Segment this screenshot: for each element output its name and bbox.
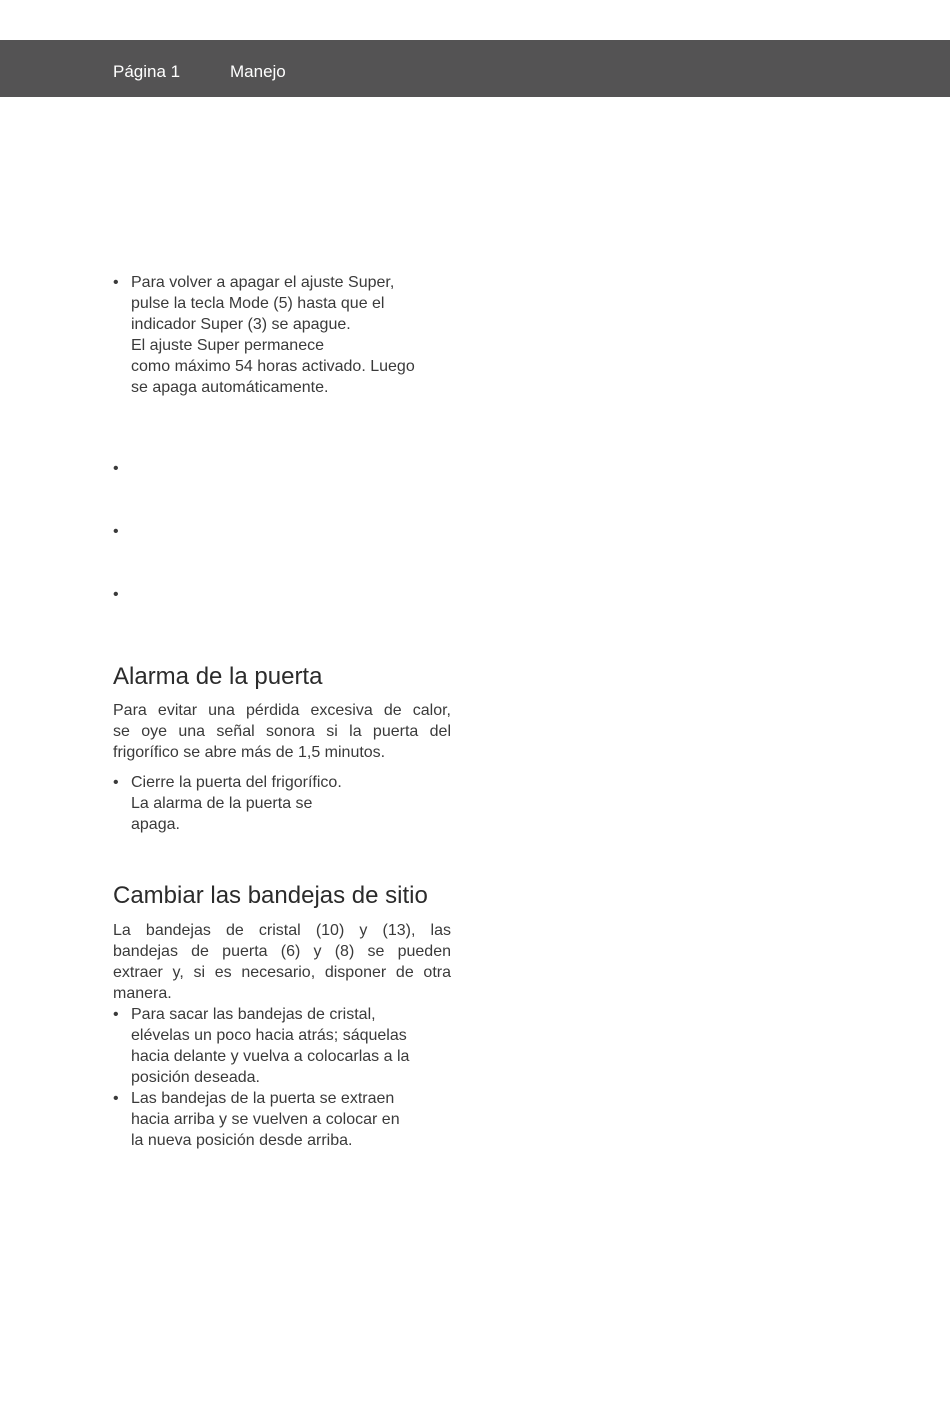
text-line: apaga. bbox=[131, 816, 180, 833]
text-line: Para sacar las bandejas de cristal, bbox=[131, 1006, 376, 1023]
text-line: como máximo 54 horas activado. Luego bbox=[131, 358, 415, 375]
bullet-icon: • bbox=[113, 1006, 119, 1023]
text-line: La bandejas de cristal (10) y (13), las bbox=[113, 922, 451, 939]
super-setting-section bbox=[113, 272, 451, 398]
text-line: La alarma de la puerta se bbox=[131, 795, 313, 812]
list-item bbox=[113, 272, 451, 398]
text-line: hacia delante y vuelva a colocarlas a la bbox=[131, 1048, 410, 1065]
text-line: frigorífico se abre más de 1,5 minutos. bbox=[113, 744, 386, 761]
shelves-paragraph bbox=[113, 920, 451, 1004]
text-line: Cierre la puerta del frigorífico. bbox=[131, 774, 342, 791]
door-alarm-paragraph bbox=[113, 700, 451, 763]
text-line: indicador Super (3) se apague. bbox=[131, 316, 351, 333]
bullet-icon: • bbox=[113, 274, 119, 291]
text-line: extraer y, si es necesario, disponer de otra bbox=[113, 964, 451, 981]
text-line: posición deseada. bbox=[131, 1069, 260, 1086]
empty-bullet bbox=[113, 521, 451, 542]
bullet-icon: • bbox=[113, 1090, 119, 1107]
text-line: pulse la tecla Mode (5) hasta que el bbox=[131, 295, 385, 312]
list-item bbox=[113, 1004, 451, 1088]
empty-bullet bbox=[113, 584, 451, 605]
text-line: Para evitar una pérdida excesiva de calor, bbox=[113, 702, 451, 719]
text-line: elévelas un poco hacia atrás; sáquelas bbox=[131, 1027, 407, 1044]
text-line: se oye una señal sonora si la puerta del bbox=[113, 723, 451, 740]
section-heading: Alarma de la puerta bbox=[113, 663, 323, 690]
page-header-bar bbox=[0, 40, 950, 97]
text-line: la nueva posición desde arriba. bbox=[131, 1132, 353, 1149]
list-item bbox=[113, 1088, 451, 1151]
text-line: bandejas de puerta (6) y (8) se pueden bbox=[113, 943, 451, 960]
text-line: El ajuste Super permanece bbox=[131, 337, 324, 354]
text-line: manera. bbox=[113, 985, 172, 1002]
page-number: Página 1 bbox=[113, 62, 181, 81]
text-line: se apaga automáticamente. bbox=[131, 379, 329, 396]
section-title: Manejo bbox=[230, 62, 286, 81]
empty-bullet bbox=[113, 458, 451, 479]
text-line: hacia arriba y se vuelven a colocar en bbox=[131, 1111, 400, 1128]
door-alarm-section bbox=[113, 663, 451, 835]
bullet-icon: • bbox=[113, 774, 119, 791]
shelves-section bbox=[113, 882, 451, 1151]
section-heading: Cambiar las bandejas de sitio bbox=[113, 882, 428, 909]
text-line: Para volver a apagar el ajuste Super, bbox=[131, 274, 395, 291]
list-item bbox=[113, 772, 451, 835]
bullet-icon: • bbox=[113, 586, 119, 603]
text-line: Las bandejas de la puerta se extraen bbox=[131, 1090, 395, 1107]
bullet-icon: • bbox=[113, 460, 119, 477]
bullet-icon: • bbox=[113, 523, 119, 540]
